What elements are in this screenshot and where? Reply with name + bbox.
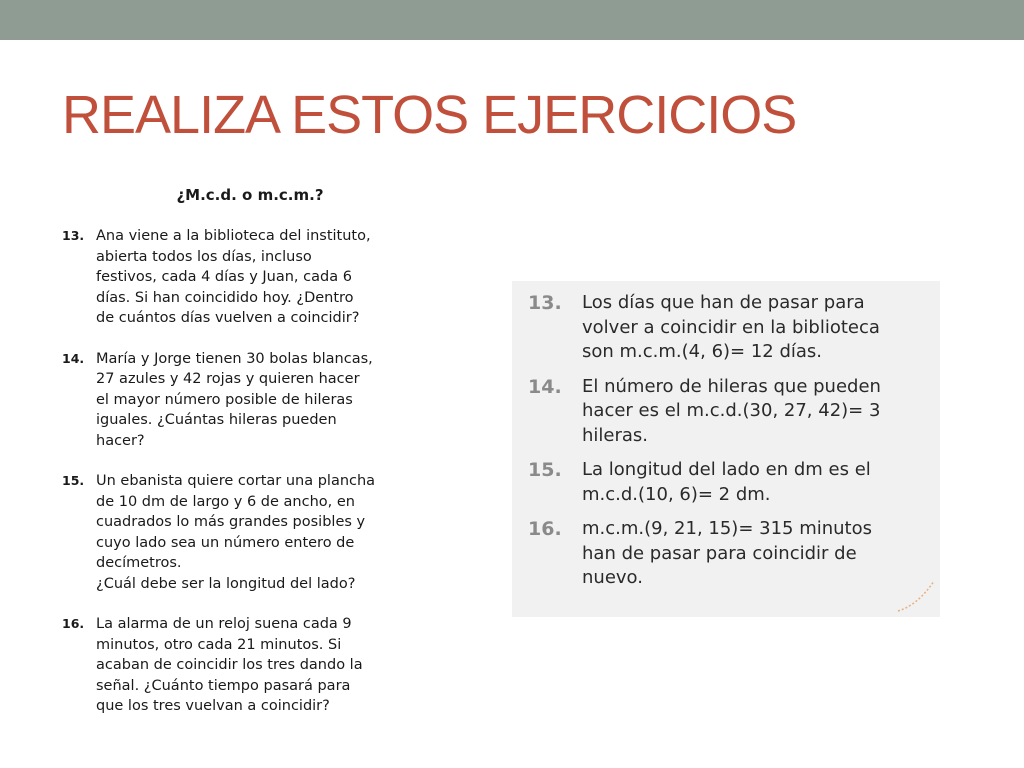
exercise-line: de 10 dm de largo y 6 de ancho, en [96, 493, 355, 510]
exercise-line: que los tres vuelvan a coincidir? [96, 698, 330, 714]
solution-line: volver a coincidir en la biblioteca [582, 316, 880, 338]
exercise-number: 16. [62, 616, 85, 631]
solution-15 [528, 458, 928, 507]
exercises-panel [62, 186, 424, 737]
exercise-line: minutos, otro cada 21 minutos. Si [96, 636, 342, 653]
solution-text [582, 375, 928, 449]
solutions-panel [512, 281, 940, 617]
slide-title: REALIZA ESTOS EJERCICIOS [62, 85, 797, 145]
solution-number: 13. [528, 292, 562, 314]
exercise-line: ¿Cuál debe ser la longitud del lado? [96, 575, 356, 592]
exercise-line: señal. ¿Cuánto tiempo pasará para [96, 677, 351, 694]
exercise-number: 15. [62, 473, 85, 488]
exercise-text [96, 614, 424, 717]
solution-text [582, 458, 928, 507]
solution-text [582, 517, 928, 591]
solution-line: El número de hileras que pueden [582, 375, 881, 397]
exercise-line: Un ebanista quiere cortar una plancha [96, 473, 376, 489]
solution-text [582, 291, 928, 365]
top-bar [0, 0, 1024, 40]
exercise-number: 13. [62, 228, 85, 243]
exercise-line: 27 azules y 42 rojas y quieren hacer [96, 371, 360, 387]
solution-line: nuevo. [582, 567, 643, 588]
exercise-line: abierta todos los días, incluso [96, 248, 312, 265]
solution-line: La longitud del lado en dm es el [582, 459, 871, 480]
exercise-13 [62, 226, 424, 329]
exercise-line: iguales. ¿Cuántas hileras pueden [96, 412, 337, 428]
solution-13 [528, 291, 928, 365]
exercise-line: cuadrados lo más grandes posibles y [96, 514, 366, 530]
exercise-line: el mayor número posible de hileras [96, 391, 353, 408]
solution-line: hacer es el m.c.d.(30, 27, 42)= 3 [582, 400, 881, 421]
solution-number: 16. [528, 518, 562, 540]
exercise-line: La alarma de un reloj suena cada 9 [96, 616, 352, 632]
solution-16 [528, 517, 928, 591]
exercise-16 [62, 614, 424, 717]
exercise-line: María y Jorge tienen 30 bolas blancas, [96, 350, 373, 367]
solution-number: 14. [528, 375, 562, 398]
exercise-text [96, 471, 424, 594]
exercise-line: cuyo lado sea un número entero de [96, 534, 355, 551]
exercise-text [96, 349, 424, 452]
page-curl-decoration [894, 575, 938, 615]
exercise-number: 14. [62, 350, 85, 366]
exercise-15 [62, 471, 424, 594]
solution-line: han de pasar para coincidir de [582, 542, 857, 564]
solution-line: hileras. [582, 424, 649, 446]
exercise-line: Ana viene a la biblioteca del instituto, [96, 228, 371, 244]
solution-line: m.c.d.(10, 6)= 2 dm. [582, 483, 771, 505]
exercise-line: acaban de coincidir los tres dando la [96, 657, 363, 673]
exercise-line: festivos, cada 4 días y Juan, cada 6 [96, 269, 352, 285]
solution-14 [528, 375, 928, 449]
exercises-heading: ¿M.c.d. o m.c.m.? [176, 186, 324, 204]
exercise-line: decímetros. [96, 555, 182, 571]
solution-number: 15. [528, 459, 562, 481]
exercise-line: días. Si han coincidido hoy. ¿Dentro [96, 289, 354, 306]
exercise-line: hacer? [96, 432, 145, 449]
solution-line: Los días que han de pasar para [582, 292, 865, 313]
exercise-line: de cuántos días vuelven a coincidir? [96, 310, 360, 326]
solution-line: m.c.m.(9, 21, 15)= 315 minutos [582, 518, 873, 539]
solution-line: son m.c.m.(4, 6)= 12 días. [582, 341, 823, 362]
exercise-14 [62, 349, 424, 452]
exercise-text [96, 226, 424, 329]
